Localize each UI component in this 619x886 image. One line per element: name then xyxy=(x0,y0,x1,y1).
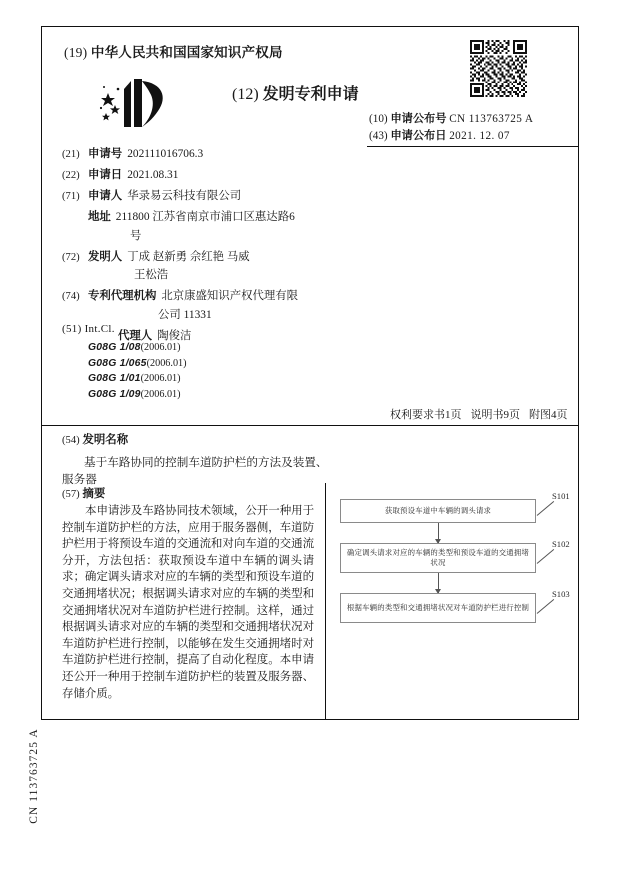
applicant-code: (71) xyxy=(62,191,80,203)
publication-number-value: CN 113763725 A xyxy=(449,113,534,125)
flow-step-box: 根据车辆的类型和交通拥堵状况对车道防护栏进行控制 xyxy=(340,593,536,623)
flow-step-id: S102 xyxy=(552,539,570,549)
ipc-entry xyxy=(88,340,187,356)
side-publication-number: CN 113763725 A xyxy=(28,728,40,824)
agency-code: (74) xyxy=(62,291,80,303)
title-code: (54) xyxy=(62,435,80,446)
ipc-class: G08G 1/08 xyxy=(88,342,141,353)
abstract-label: 摘要 xyxy=(82,488,106,500)
flow-arrow xyxy=(438,523,439,543)
ipc-entry xyxy=(88,371,187,387)
ipc-version: (2006.01) xyxy=(140,388,181,400)
field-applicant xyxy=(62,191,392,203)
address-label: 地址 xyxy=(88,211,111,224)
application-number-label: 申请号 xyxy=(88,148,123,160)
publication-date-row xyxy=(369,128,533,145)
ipc-entry xyxy=(88,356,187,372)
publication-number-code: (10) xyxy=(369,113,388,125)
flow-step-id: S103 xyxy=(552,589,570,599)
application-date-value: 2021.08.31 xyxy=(127,169,179,182)
ipc-entry xyxy=(88,387,187,403)
inventors-label: 发明人 xyxy=(88,250,123,263)
office-heading xyxy=(64,41,283,61)
kind-code: (12) xyxy=(232,86,259,103)
inventors-code: (72) xyxy=(62,251,80,263)
applicant-value: 华录易云科技有限公司 xyxy=(127,190,242,203)
description-pages: 说明书9页 xyxy=(470,409,520,421)
ipc-version: (2006.01) xyxy=(140,342,181,353)
page-counts xyxy=(390,406,577,422)
ipc-code: (51) xyxy=(62,323,82,335)
flow-step-box: 确定调头请求对应的车辆的类型和预设车道的交通拥堵状况 xyxy=(340,543,536,573)
flow-arrow xyxy=(438,573,439,593)
title-label: 发明名称 xyxy=(82,434,129,446)
document-kind-heading xyxy=(232,81,359,104)
flow-step-box: 获取预设车道中车辆的调头请求 xyxy=(340,499,536,523)
ipc-heading xyxy=(62,323,115,335)
kind-name: 发明专利申请 xyxy=(262,86,359,103)
agency-value: 北京康盛知识产权代理有限 xyxy=(161,290,299,303)
field-address xyxy=(62,212,392,242)
bibliographic-fields xyxy=(62,149,392,352)
address-value: 211800 江苏省南京市浦口区惠达路6 xyxy=(115,211,295,224)
ipc-class: G08G 1/065 xyxy=(88,357,147,369)
publication-date-label: 申请公布日 xyxy=(390,130,447,142)
abstract-code: (57) xyxy=(62,489,80,500)
field-agency xyxy=(62,291,392,321)
field-application-number xyxy=(62,149,392,161)
drawings-pages: 附图4页 xyxy=(529,409,568,421)
agency-label: 专利代理机构 xyxy=(88,290,157,303)
field-application-date xyxy=(62,170,392,182)
claims-pages: 权利要求书1页 xyxy=(390,409,462,421)
ipc-version: (2006.01) xyxy=(140,373,181,384)
application-date-code: (22) xyxy=(62,170,80,182)
application-date-label: 申请日 xyxy=(88,169,123,182)
application-number-value: 202111016706.3 xyxy=(127,148,204,160)
publication-number-row xyxy=(369,111,533,128)
inventors-line-1: 丁成 赵新勇 佘红艳 马威 xyxy=(127,250,250,263)
publication-number-label: 申请公布号 xyxy=(390,113,447,125)
abstract-flowchart xyxy=(334,491,578,655)
address-value-continued: 号 xyxy=(130,229,142,242)
ipc-label: Int.Cl. xyxy=(84,323,115,335)
cnipa-logo-icon xyxy=(98,75,172,131)
office-code: (19) xyxy=(64,45,88,60)
ipc-version: (2006.01) xyxy=(146,357,187,369)
title-heading xyxy=(62,431,332,447)
page-frame xyxy=(41,26,579,720)
flow-leader-line xyxy=(537,599,554,614)
invention-title-section xyxy=(62,431,332,488)
agent-label: 代理人 xyxy=(118,329,153,342)
column-divider xyxy=(325,483,326,719)
abstract-heading xyxy=(62,485,105,501)
section-divider xyxy=(42,425,578,426)
page-title: 基于车路协同的控制车道防护栏的方法及装置、服务器 xyxy=(62,456,328,486)
flow-leader-line xyxy=(537,549,554,564)
flow-leader-line xyxy=(537,501,554,516)
qr-code-icon xyxy=(470,40,527,97)
publication-divider xyxy=(367,146,579,147)
ipc-entries xyxy=(88,340,187,402)
publication-date-value: 2021. 12. 07 xyxy=(449,130,510,142)
abstract-text: 本申请涉及车路协同技术领域，公开一种用于控制车道防护栏的方法，应用于服务器侧，车道防护栏用于将预设车道的交通流和对向车道的交通流分开，方法包括：获取预设车道中车辆的调头请求；确定调头请求对应的车辆的类型和预设车道的交通拥堵状况；根据调头请求对应的车辆的类型和交通拥堵状况对车道防护栏进行控制。这样，通过根据调头请求对应的车辆的类型和交通拥堵状况对车道防护栏进行控制，以能够在发生交通拥堵时对车道防护栏进行控制，提高了自动化程度。本申请还公开一种用于控制车道防护栏的装置及服务器、存储介质。 xyxy=(62,505,314,700)
applicant-label: 申请人 xyxy=(88,190,123,203)
ipc-class: G08G 1/01 xyxy=(88,373,141,384)
application-number-code: (21) xyxy=(62,149,80,160)
ipc-class: G08G 1/09 xyxy=(88,388,141,400)
flow-step-id: S101 xyxy=(552,491,570,501)
agent-value: 陶俊洁 xyxy=(157,329,192,342)
inventors-line-2: 王松浩 xyxy=(134,269,169,282)
publication-info xyxy=(369,111,533,145)
agency-value-continued: 公司 11331 xyxy=(158,308,212,321)
publication-date-code: (43) xyxy=(369,130,388,142)
office-name: 中华人民共和国国家知识产权局 xyxy=(90,45,283,60)
field-inventors xyxy=(62,252,392,282)
